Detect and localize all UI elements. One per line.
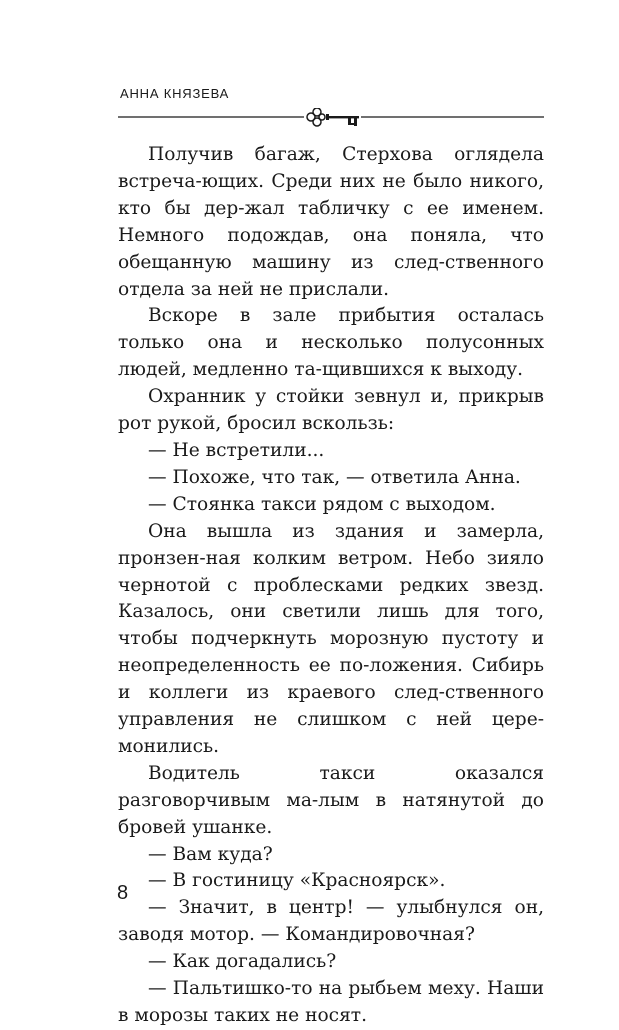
dialogue-line: — В гостиницу «Красноярск». [148,870,446,892]
key-ornament-icon [118,108,544,128]
dialogue-line: — Пальтишко-то на рыбьем меху. Наши в морозы таких не носят. [118,978,544,1026]
page-number: 8 [117,882,129,904]
paragraph: Охранник у стойки зевнул и, прикрыв рот рукой, бросил вскользь: [118,386,544,435]
paragraph: Водитель такси оказался разговорчивым ма-лым в натянутой до бровей ушанке. [118,762,544,838]
dialogue-line: — Вам куда? [148,843,273,865]
paragraph: Она вышла из здания и замерла, пронзен-ная колким ветром. Небо зияло чернотой с проблесками редких звезд. Казалось, они светили лишь для того, чтобы подчеркнуть морозную пустоту и неопределенность ее по-ложения. Сибирь и коллеги из краевого след-ственного управления не слишком с ней цере-монились. [118,520,544,757]
dialogue-line: — Похоже, что так, — ответила Анна. [148,466,521,488]
dialogue-line: — Как догадались? [148,951,337,973]
paragraph: Вскоре в зале прибытия осталась только она и несколько полусонных людей, медленно та-щившихся к выходу. [118,305,544,381]
dialogue-line: — Стоянка такси рядом с выходом. [148,493,496,515]
dialogue-line: — Значит, в центр! — улыбнулся он, заводя мотор. — Командировочная? [118,897,544,946]
paragraph: Получив багаж, Стерхова оглядела встреча-ющих. Среди них не было никого, кто бы дер-жал табличку с ее именем. Немного подождав, она поняла, что обещанную машину из след-ственного отдела за ней не прислали. [118,144,544,300]
dialogue-line: — Не встретили... [148,439,325,461]
header-rule [118,108,544,128]
running-header-author: АННА КНЯЗЕВА [120,86,230,101]
body-text [118,142,544,1030]
